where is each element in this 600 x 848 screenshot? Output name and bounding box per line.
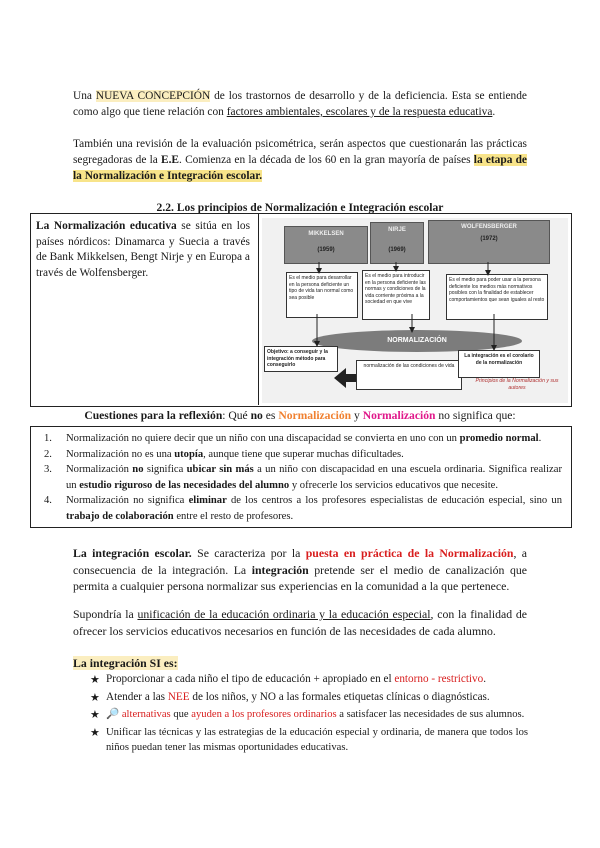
list-item: 2. Normalización no es una utopía, aunque tiene que superar muchas dificultades. — [44, 448, 404, 460]
evaluation-paragraph: También una revisión de la evaluación psicométrica, serán aspectos que cuestionarán las prácticas segregadoras de la E.E. Comienza en la década de los 60 en la gran mayoría de países la etapa de la Normalización e Integración escolar. — [73, 138, 527, 182]
magnifier-icon: 🔎 — [106, 708, 120, 720]
questions-list — [44, 431, 562, 524]
normalization-diagram — [262, 218, 568, 403]
header-wolfensberger: WOLFENSBERGER (1972) — [428, 220, 550, 264]
list-item: 3. Normalización no significa ubicar sin más a un niño con discapacidad en una escuela ordinaria. Significa realizar un estudio riguroso de las necesidades del alumno y ofrecerle los servicios educativos que necesite. — [44, 464, 562, 491]
si-title: La integración SI es: — [73, 656, 178, 670]
list-item: ★ Unificar las técnicas y las estrategias de la educación especial y ordinaria, de manera que todos los niños puedan tener las mismas oportunidades educativas. — [90, 725, 528, 753]
section-title: 2.2. Los principios de Normalización e Integración escolar — [156, 201, 444, 214]
box-wolfensberger: Es el medio para poder usar a la persona deficiente los medios más normativos posibles con la finalidad de establecer comportamientos que sean iguales al resto — [446, 274, 548, 320]
center-ellipse: NORMALIZACIÓN — [312, 330, 522, 352]
normalizacion-text: La Normalización educativa se sitúa en los países nórdicos: Dinamarca y Suecia a través de Bank Mikkelsen, Bengt Nirje y en Europa a través de Wolfensberger. — [36, 220, 251, 279]
list-item: ★ Atender a las NEE de los niños, y NO a las formales etiquetas clínicas o diagnósticas. — [90, 690, 490, 704]
questions-title: Cuestiones para la reflexión: Qué no es Normalización y Normalización no significa que: — [84, 409, 516, 422]
double-arrow — [334, 368, 356, 388]
box-nirje: Es el medio para introducir en la persona deficiente las normas y condiciones de la vida corriente próxima a la sociedad en que vive — [362, 270, 430, 320]
intro-paragraph: Una NUEVA CONCEPCIÓN de los trastornos de desarrollo y de la deficiencia. Esta se entiende como algo que tiene relación con factores ambientales, escolares y de la respuesta educativa. — [73, 90, 527, 118]
list-item: ★ Proporcionar a cada niño el tipo de educación + apropiado en el entorno - restrictivo. — [90, 673, 487, 686]
integracion-paragraph: La integración escolar. Se caracteriza por la puesta en práctica de la Normalización, a consecuencia de la integración. La integración pretende ser el medio de canalización que permita a cualquier persona normalizar sus experiencias en la comunidad a la que pertenece. — [73, 546, 527, 593]
header-mikkelsen: MIKKELSEN (1959) — [284, 226, 368, 264]
box-corolario: La integración es el corolario de la normalización — [458, 350, 540, 378]
underlined-factores: factores ambientales, escolares y de la respuesta educativa — [226, 106, 493, 118]
list-item: ★ 🔎 alternativas que ayuden a los profesores ordinarios a satisfacer las necesidades de sus alumnos. — [90, 708, 525, 721]
highlight-etapa: la etapa de la Normalización e Integración escolar. — [73, 154, 527, 182]
star-icon: ★ — [90, 708, 100, 721]
header-nirje: NIRJE (1969) — [370, 222, 424, 264]
box-condiciones: normalización de las condiciones de vida — [356, 360, 462, 390]
star-icon: ★ — [90, 673, 100, 686]
highlight-nueva-concepcion: NUEVA CONCEPCIÓN — [95, 90, 211, 102]
box-objetivo: Objetivo: a conseguir y la integración método para conseguirlo — [264, 346, 338, 372]
list-item: 4. Normalización no significa eliminar de los centros a los profesores especialistas de educación especial, sino un trabajo de colaboración entre el resto de profesores. — [44, 495, 562, 522]
diagram-caption: Principios de la Normalización y sus autores — [475, 378, 559, 391]
box-mikkelsen: Es el medio para desarrollar en la persona deficiente un tipo de vida tan normal como sea posible — [286, 272, 358, 318]
unificacion-paragraph: Supondría la unificación de la educación ordinaria y la educación especial, con la finalidad de ofrecer los servicios educativos necesarios en función de las necesidades de cada alumno. — [73, 607, 527, 638]
list-item: 1. Normalización no quiere decir que un niño con una discapacidad se convierta en uno con un promedio normal. — [44, 433, 542, 444]
star-icon: ★ — [90, 725, 100, 739]
star-icon: ★ — [90, 690, 100, 704]
diagram-arrows — [262, 218, 568, 403]
integracion-si-list — [90, 672, 528, 758]
